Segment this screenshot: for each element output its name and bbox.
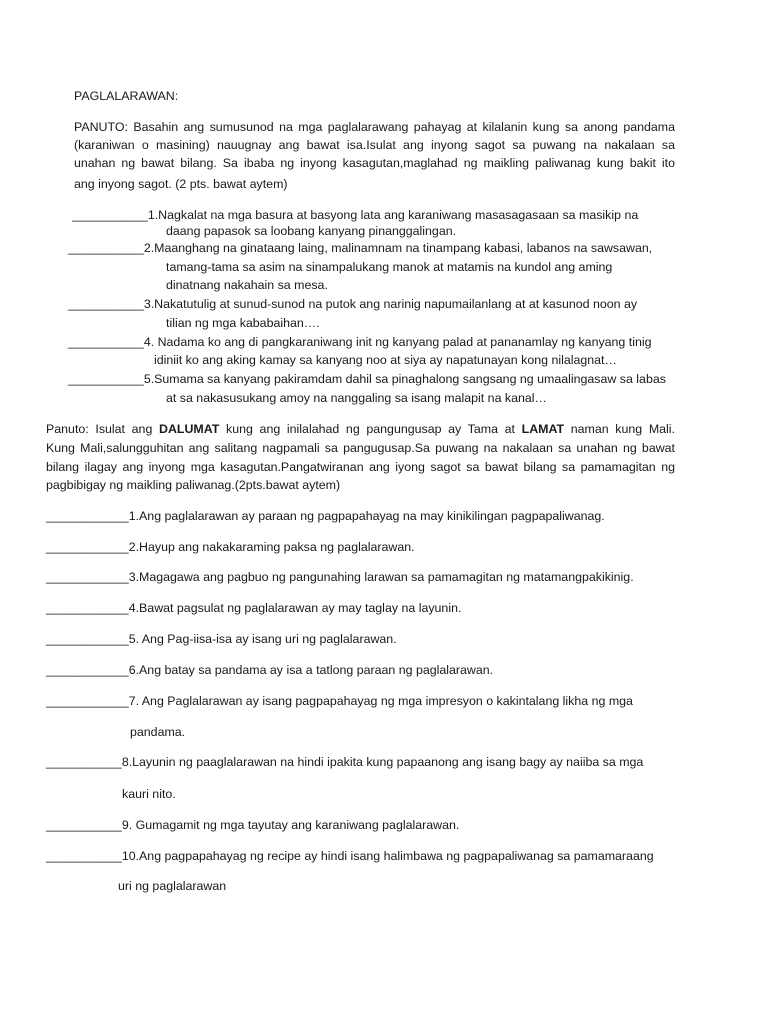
item-text: 1.Ang paglalarawan ay paraan ng pagpapahayag na may kinikilingan pagpapaliwanag.: [128, 509, 605, 523]
item-text: 4. Nadama ko ang di pangkaraniwang init ng kanyang palad at pananamlay ng kanyang tinig: [143, 335, 652, 349]
part2-item-9: [46, 817, 459, 833]
item-continuation: tilian ng mga kababaihan….: [166, 316, 320, 330]
item-text: 6.Ang batay sa pandama ay isa a tatlong paraan ng paglalarawan.: [128, 663, 494, 677]
part1-item-1: [72, 207, 638, 223]
part2-item-3: [46, 569, 634, 585]
part2-item-4: [46, 600, 461, 616]
part1-item-4: [68, 334, 652, 350]
item-continuation: idiniit ko ang aking kamay sa kanyang noo at siya ay napatunayan kong nilalagnat…: [154, 353, 617, 367]
answer-blank[interactable]: ____________: [46, 570, 129, 584]
answer-blank[interactable]: ____________: [46, 663, 129, 677]
answer-blank[interactable]: ___________: [68, 372, 144, 386]
part2-item-10: [46, 848, 654, 864]
item-text: 5. Ang Pag-iisa-isa ay isang uri ng paglalarawan.: [128, 632, 397, 646]
part2-item-8: [46, 754, 643, 770]
answer-blank[interactable]: ___________: [68, 335, 144, 349]
answer-blank[interactable]: ___________: [68, 241, 144, 255]
instruction-line: unahan ng bawat bilang. Sa ibaba ng inyong kasagutan,maglahad ng maikling paliwanag kung bakit ito: [74, 156, 675, 170]
item-continuation: dinatnang nakahain sa mesa.: [166, 278, 328, 292]
part2-item-2: [46, 539, 415, 555]
part1-item-5: [68, 371, 666, 387]
part2-item-6: [46, 662, 493, 678]
part2-item-7: [46, 693, 633, 709]
instruction-line: ang inyong sagot. (2 pts. bawat aytem): [74, 177, 288, 191]
instruction-line: pagbibigay ng maikling paliwanag.(2pts.bawat aytem): [46, 478, 341, 492]
item-text: 2.Hayup ang nakakaraming paksa ng paglalarawan.: [128, 540, 415, 554]
item-continuation: at sa nakasusukang amoy na nanggaling sa isang malapit na kanal…: [166, 391, 547, 405]
item-text: 8.Layunin ng paaglalarawan na hindi ipakita kung papaanong ang isang bagy ay naiiba sa mga: [121, 755, 644, 769]
instruction-line: bilang ilagay ang inyong mga kasagutan.Pangatwiranan ang iyong sagot sa bawat bilang sa pamamagitan ng: [46, 460, 675, 474]
item-text: 3.Nakatutulig at sunud-sunod na putok ang narinig napumailanlang at at kasunod noon ay: [143, 297, 638, 311]
instruction-line: Panuto: Isulat ang DALUMAT kung ang inilalahad ng pangungusap ay Tama at LAMAT naman kung Mali.: [46, 422, 675, 436]
item-text: 2.Maanghang na ginataang laing, malinamnam na tinampang kabasi, labanos na sawsawan,: [143, 241, 653, 255]
answer-blank[interactable]: ____________: [46, 632, 129, 646]
part1-item-3: [68, 296, 637, 312]
answer-blank[interactable]: ___________: [46, 818, 122, 832]
item-text: 5.Sumama sa kanyang pakiramdam dahil sa pinaghalong sangsang ng umaalingasaw sa labas: [143, 372, 666, 386]
item-text: 7. Ang Paglalarawan ay isang pagpapahayag ng mga impresyon o kakintalang likha ng mga: [128, 694, 633, 708]
answer-blank[interactable]: ____________: [46, 601, 129, 615]
answer-blank[interactable]: ___________: [68, 297, 144, 311]
item-text: 9. Gumagamit ng mga tayutay ang karaniwang paglalarawan.: [121, 818, 460, 832]
instruction-line: Kung Mali,salungguhitan ang salitang nagpamali sa pangugusap.Sa puwang na nakalaan sa unahan ng bawat: [46, 441, 675, 455]
answer-blank[interactable]: ____________: [46, 509, 129, 523]
part2-item-1: [46, 508, 605, 524]
item-continuation: kauri nito.: [122, 787, 176, 801]
item-continuation: tamang-tama sa asim na sinampalukang manok at matamis na kundol ang aming: [166, 260, 613, 274]
item-text: 3.Magagawa ang pagbuo ng pangunahing larawan sa pamamagitan ng matamangpakikinig.: [128, 570, 634, 584]
answer-blank[interactable]: ___________: [46, 849, 122, 863]
instruction-line: PANUTO: Basahin ang sumusunod na mga paglalarawang pahayag at kilalanin kung sa anong pandama: [74, 120, 675, 134]
item-continuation: pandama.: [130, 725, 186, 739]
part2-item-5: [46, 631, 397, 647]
item-continuation: uri ng paglalarawan: [118, 879, 227, 893]
page-title: PAGLALARAWAN:: [74, 89, 179, 103]
answer-blank[interactable]: ___________: [72, 208, 148, 222]
answer-blank[interactable]: ____________: [46, 540, 129, 554]
part1-item-2: [68, 240, 652, 256]
item-text: 10.Ang pagpapahayag ng recipe ay hindi isang halimbawa ng pagpapaliwanag sa pamamaraang: [121, 849, 654, 863]
item-continuation: daang papasok sa loobang kanyang pinanggalingan.: [166, 224, 457, 238]
instruction-line: (karaniwan o masining) nauugnay ang bawat isa.Isulat ang inyong sagot sa puwang na nakalaan sa: [74, 138, 675, 152]
item-text: 4.Bawat pagsulat ng paglalarawan ay may taglay na layunin.: [128, 601, 462, 615]
item-text: 1.Nagkalat na mga basura at basyong lata ang karaniwang masasagasaan sa masikip na: [147, 208, 639, 222]
answer-blank[interactable]: ___________: [46, 755, 122, 769]
answer-blank[interactable]: ____________: [46, 694, 129, 708]
